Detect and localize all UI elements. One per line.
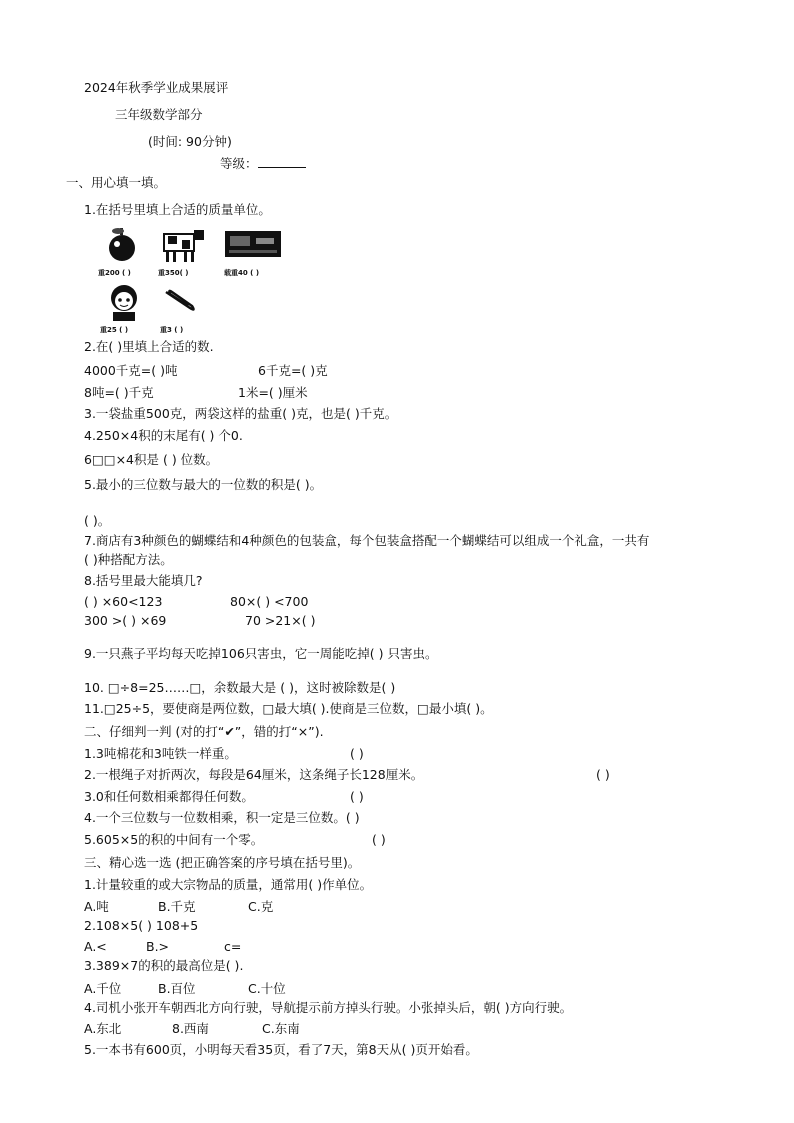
choice-4-option-b[interactable]: 8.西南	[172, 1021, 209, 1036]
q2-line2-a: 8吨=( )千克	[84, 385, 154, 400]
choice-1-text: 1.计量较重的或大宗物品的质量，通常用( )作单位。	[84, 877, 373, 892]
cow-icon	[158, 226, 206, 264]
q11-text: 11.□25÷5，要使商是两位数，□最大填( ).使商是三位数，□最小填( )。	[84, 701, 493, 716]
q6-text: ( )。	[84, 513, 111, 528]
judge-1-paren[interactable]: ( )	[350, 746, 364, 761]
caption-cow: 重350( )	[158, 269, 189, 277]
choice-4-text: 4.司机小张开车朝西北方向行驶，导航提示前方掉头行驶。小张掉头后，朝( )方向行驶。	[84, 1000, 573, 1015]
choice-5-text: 5.一本书有600页，小明每天看35页，看了7天，第8天从( )页开始看。	[84, 1042, 478, 1057]
judge-3-paren[interactable]: ( )	[350, 789, 364, 804]
caption-apple: 重200 ( )	[98, 269, 131, 277]
grade-blank[interactable]	[258, 155, 306, 168]
section-3-heading: 三、精心选一选 (把正确答案的序号填在括号里)。	[84, 855, 361, 870]
q8-line2-a: 300 >( ) ×69	[84, 613, 167, 628]
girl-icon	[104, 282, 144, 322]
exam-title: 2024年秋季学业成果展评	[84, 80, 229, 95]
choice-3-option-b[interactable]: B.百位	[158, 981, 196, 996]
judge-2-paren[interactable]: ( )	[596, 767, 610, 782]
q2-text: 2.在( )里填上合适的数.	[84, 339, 214, 354]
q8-text: 8.括号里最大能填几?	[84, 573, 203, 588]
judge-5-paren[interactable]: ( )	[372, 832, 386, 847]
choice-1-option-c[interactable]: C.克	[248, 899, 274, 914]
caption-girl: 重25 ( )	[100, 326, 129, 334]
judge-5-text: 5.605×5的积的中间有一个零。	[84, 832, 264, 847]
q2-line1-a: 4000千克=( )吨	[84, 363, 178, 378]
choice-4-option-a[interactable]: A.东北	[84, 1021, 122, 1036]
choice-3-option-c[interactable]: C.十位	[248, 981, 286, 996]
q3-text: 3.一袋盐重500克，两袋这样的盐重( )克，也是( )千克。	[84, 406, 398, 421]
q4b-text: 6□□×4积是 ( ) 位数。	[84, 452, 219, 467]
caption-truck: 载重40 ( )	[224, 269, 260, 277]
judge-3-text: 3.0和任何数相乘都得任何数。	[84, 789, 254, 804]
q10-text: 10. □÷8=25……□，余数最大是 ( )，这时被除数是( )	[84, 680, 396, 695]
choice-2-option-c[interactable]: c=	[224, 939, 242, 954]
q8-line2-b: 70 >21×( )	[245, 613, 316, 628]
choice-2-text: 2.108×5( ) 108+5	[84, 918, 199, 933]
choice-3-option-a[interactable]: A.千位	[84, 981, 122, 996]
choice-1-option-b[interactable]: B.千克	[158, 899, 196, 914]
q2-line1-b: 6千克=( )克	[258, 363, 328, 378]
q2-line2-b: 1米=( )厘米	[238, 385, 308, 400]
section-1-heading: 一、用心填一填。	[66, 175, 167, 190]
exam-time: (时间: 90分钟)	[148, 134, 232, 149]
q4-text: 4.250×4积的末尾有( ) 个0.	[84, 428, 243, 443]
q7-text-line1: 7.商店有3种颜色的蝴蝶结和4种颜色的包装盒，每个包装盒搭配一个蝴蝶结可以组成一个礼盒，一共有	[84, 533, 650, 548]
subject-title: 三年级数学部分	[115, 107, 203, 122]
q8-line1-b: 80×( ) <700	[230, 594, 309, 609]
choice-1-option-a[interactable]: A.吨	[84, 899, 109, 914]
q5-text: 5.最小的三位数与最大的一位数的积是( )。	[84, 477, 323, 492]
apple-icon	[104, 228, 140, 262]
section-2-heading: 二、仔细判一判 (对的打“✔”，错的打“×”).	[84, 724, 324, 739]
caption-paperclip: 重3 ( )	[160, 326, 184, 334]
choice-3-text: 3.389×7的积的最高位是( ).	[84, 958, 244, 973]
choice-2-option-a[interactable]: A.<	[84, 939, 107, 954]
paperclip-icon	[160, 286, 200, 314]
q8-line1-a: ( ) ×60<123	[84, 594, 163, 609]
q1-text: 1.在括号里填上合适的质量单位。	[84, 202, 271, 217]
judge-1-text: 1.3吨棉花和3吨铁一样重。	[84, 746, 237, 761]
judge-4-text: 4.一个三位数与一位数相乘，积一定是三位数。( )	[84, 810, 360, 825]
truck-icon	[224, 230, 282, 260]
choice-4-option-c[interactable]: C.东南	[262, 1021, 300, 1036]
q9-text: 9.一只燕子平均每天吃掉106只害虫，它一周能吃掉( ) 只害虫。	[84, 646, 438, 661]
grade-label: 等级：	[220, 156, 258, 171]
q7-text-line2: ( )种搭配方法。	[84, 552, 173, 567]
choice-2-option-b[interactable]: B.>	[146, 939, 170, 954]
grade-field	[220, 155, 306, 172]
judge-2-text: 2.一根绳子对折两次，每段是64厘米，这条绳子长128厘米。	[84, 767, 424, 782]
